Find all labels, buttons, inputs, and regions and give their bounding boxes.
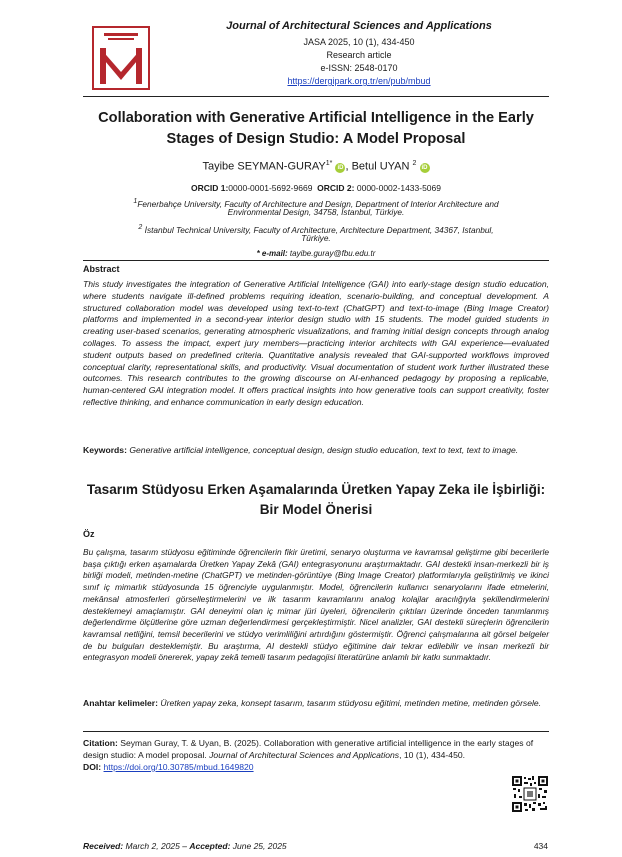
doi-link[interactable]: https://doi.org/10.30785/mbud.1649820	[103, 762, 254, 772]
author-1-sup: 1*	[325, 160, 333, 167]
qr-code-icon	[512, 776, 548, 812]
orcid-2-label: ORCID 2:	[317, 183, 355, 193]
journal-eissn: e-ISSN: 2548-0170	[320, 63, 398, 73]
turkish-keywords: Anahtar kelimeler: Üretken yapay zeka, konsept tasarım, tasarım stüdyosu eğitimi, metinden metine, metinden görsele.	[83, 698, 542, 708]
affiliation-1-cont: Environmental Design, 34758, Istanbul, Türkiye.	[227, 207, 405, 217]
affiliation-2-cont: Türkiye.	[301, 233, 331, 243]
received-accepted: Received: March 2, 2025 – Accepted: June 25, 2025	[83, 841, 287, 851]
article-title: Collaboration with Generative Artificial Intelligence in the Early Stages of Design Studio: A Model Proposal	[98, 110, 534, 147]
author-1: Tayibe SEYMAN-GURAY	[202, 160, 326, 173]
orcid-line	[83, 183, 549, 194]
oz-text: Bu çalışma, tasarım stüdyosu eğitiminde öğrencilerin fikir üretimi, senaryo oluşturma ve kavramsal geliştirme gibi becerilerle başa çıktığı erken aşamalarda Üretken Yapay Zekâ (GAI) entegrasyonunu araştırmaktadır. GAI destekli insan-merkezli bir iş birliği modeli, metinden-metine (ChatGPT) ve metinden-görüntüye (Bing Image Creator) platformlarıyla geliştirilmiş ve ikinci sınıf iç mimarlık stüdyosunda 15 öğrenciyle uygulanmıştır. Model, öğrencilerin kullanıcı senaryolarını ifade etmelerini, mekânsal atmosferleri görselleştirmelerini ve ilk tasarım kavramlarını analog kolajlar aracılığıyla şekillendirmelerini desteklemeyi amaçlamıştır. GAI deneyimi olan iç mimar jüri üyeleri, öğrencilerin çıktıları üzerinde önceden tanımlanmış değerlendirme ölçütlerine göre uzman değerlendirmesi gerçekleştirmiştir. Nicel analizler, GAI destekli süreçlerin öğrencilerin kavramsal netliğini, temsil becerilerini ve stüdyo verimliliğini artırdığını göstermiştir. Öğrenci çalışmalarına ait görsel belgeler de bu bulguları desteklemiştir. Bu araştırma, AI destekli stüdyo eğitimine dair tekrar edilebilir ve insan merkezli bir entegrasyon modeli önererek, yapay zekâ temelli tasarım pedagojisi literatürüne anlamlı bir katkı sunmaktadır.	[83, 547, 549, 663]
abstract-keywords: Keywords: Generative artificial intelligence, conceptual design, design studio education, text to text, text to image.	[83, 445, 519, 455]
header-divider	[83, 96, 549, 97]
affiliation-1: $^1$Fenerbahçe University, Faculty of Architecture and Design, Department of Interior Architecture and	[133, 198, 499, 209]
abstract-divider	[83, 260, 549, 261]
abstract-heading: Abstract	[83, 264, 120, 274]
affiliation-2: $^2$ İstanbul Technical University, Faculty of Architecture, Architecture Department, 34367, Istanbul,	[138, 224, 494, 235]
page-number: 434	[533, 841, 548, 851]
orcid-icon[interactable]: iD	[337, 164, 344, 171]
orcid-1-value: 0000-0001-5692-9669	[228, 183, 313, 193]
corresponding-email: * e-mail: tayibe.guray@fbu.edu.tr	[256, 249, 376, 258]
author-2: , Betul UYAN	[345, 160, 410, 173]
author-2-sup: 2	[412, 160, 417, 167]
citation-block: Citation: Seyman Guray, T. & Uyan, B. (2025). Collaboration with generative artificial intelligence in the early stages of design studio: A model proposal. Journal of Architectural Sciences and Applications, 10 (1), 434-450. DOI: https://doi.org/10.30785/mbud.1649820	[83, 738, 534, 772]
author-line	[83, 157, 549, 174]
journal-logo-icon	[92, 26, 150, 90]
oz-heading: Öz	[83, 529, 95, 539]
citation-divider	[83, 731, 549, 732]
orcid-1-label: ORCID 1:	[190, 183, 229, 193]
orcid-2-value: 0000-0002-1433-5069	[356, 183, 441, 193]
turkish-title: Tasarım Stüdyosu Erken Aşamalarında Üretken Yapay Zeka ile İşbirliği: Bir Model Önerisi	[86, 482, 546, 517]
journal-url-link[interactable]: https://dergipark.org.tr/en/pub/mbud	[287, 76, 431, 86]
journal-issue: JASA 2025, 10 (1), 434-450	[303, 37, 415, 47]
journal-name: Journal of Architectural Sciences and Applications	[226, 20, 492, 32]
orcid-icon[interactable]: iD	[421, 164, 428, 171]
abstract-text: This study investigates the integration of Generative Artificial Intelligence (GAI) into early-stage design studio education, where students navigate ill-defined problems requiring ideation, scenario-building, and conceptual development. A structured collaboration model was developed using text-to-text (ChatGPT) and text-to-image (Bing Image Creator) platforms and implemented in a second-year interior design studio with 15 students. The model guided students in creating user-based scenarios, generating atmospheric visualizations, and framing initial design concepts through analog collages. To assess the impact, expert jury members—practicing interior architects with GAI experience—evaluated student outputs based on predefined criteria. Quantitative analysis revealed that GAI-supported workflows improved conceptual clarity, representational skills, and productivity. Visual documentation of student work further illustrated these outcomes. This research contributes to the growing discourse on AI-enhanced pedagogy by proposing a replicable, human-centered GAI integration model. It offers practical insights into how generative tools can support creativity, foster reflective thinking, and enhance communication in early design education.	[83, 279, 549, 407]
article-type: Research article	[326, 50, 392, 60]
